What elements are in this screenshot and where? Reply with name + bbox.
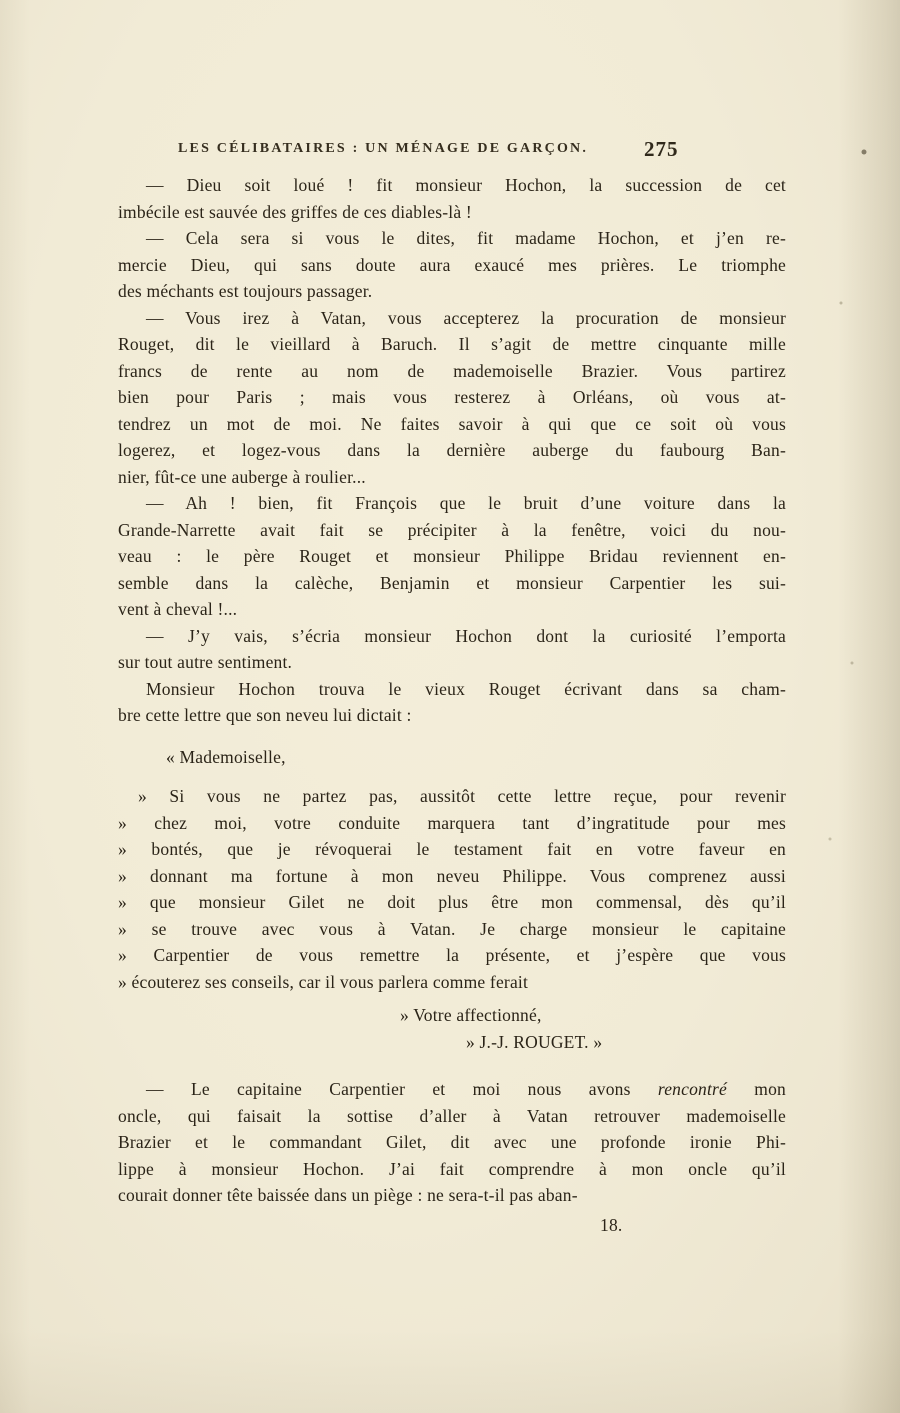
letter-closing: [118, 1002, 786, 1029]
text-line: bre cette lettre que son neveu lui dictait :: [118, 705, 412, 725]
text-line: » J.-J. ROUGET. »: [466, 1031, 603, 1052]
text-line: Rouget, dit le vieillard à Baruch. Il s’agit de mettre cinquante mille: [118, 334, 786, 354]
text-line: » donnant ma fortune à mon neveu Philippe. Vous comprenez aussi: [118, 865, 786, 886]
text-line: » que monsieur Gilet ne doit plus être mon commensal, dès qu’il: [118, 892, 786, 912]
text-line: des méchants est toujours passager.: [118, 281, 373, 301]
text-line: nier, fût-ce une auberge à roulier...: [118, 466, 366, 487]
dialogue-paragraph: [118, 490, 786, 623]
running-title: LES CÉLIBATAIRES : UN MÉNAGE DE GARÇON.: [178, 141, 589, 156]
text-line: Brazier et le commandant Gilet, dit avec une profonde ironie Phi-: [118, 1132, 786, 1152]
text-line: veau : le père Rouget et monsieur Philippe Bridau reviennent en-: [118, 546, 786, 566]
text-line: » Carpentier de vous remettre la présente, et j’espère que vous: [118, 945, 786, 965]
dialogue-paragraph: [118, 172, 786, 225]
text-line: Monsieur Hochon trouva le vieux Rouget écrivant dans sa cham-: [146, 678, 786, 699]
text-line: — J’y vais, s’écria monsieur Hochon dont la curiosité l’emporta: [146, 625, 786, 646]
text-line: — Vous irez à Vatan, vous accepterez la procuration de monsieur: [146, 307, 786, 328]
letter-signature: [118, 1029, 786, 1056]
text-line: — Dieu soit loué ! fit monsieur Hochon, la succession de cet: [146, 175, 786, 195]
text-line: courait donner tête baissée dans un piège : ne sera-t-il pas aban-: [118, 1185, 578, 1205]
narration-paragraph: [118, 676, 786, 729]
text-line: bien pour Paris ; mais vous resterez à Orléans, où vous at-: [118, 387, 786, 407]
text-line: lippe à monsieur Hochon. J’ai fait comprendre à mon oncle qu’il: [118, 1158, 786, 1179]
text-line: » Si vous ne partez pas, aussitôt cette lettre reçue, pour revenir: [138, 786, 786, 806]
text-line: logerez, et logez-vous dans la dernière auberge du faubourg Ban-: [118, 440, 786, 460]
text-line: francs de rente au nom de mademoiselle Brazier. Vous partirez: [118, 360, 786, 381]
text-line: vent à cheval !...: [118, 599, 238, 619]
text-block: [118, 172, 786, 1238]
text-line: « Mademoiselle,: [166, 746, 286, 767]
letter-salutation: [118, 744, 786, 771]
text-line: sur tout autre sentiment.: [118, 652, 293, 672]
text-line: » écouterez ses conseils, car il vous parlera comme ferait: [118, 971, 529, 992]
text-line: oncle, qui faisait la sottise d’aller à Vatan retrouver mademoiselle: [118, 1105, 786, 1126]
signature-mark: 18.: [600, 1214, 623, 1235]
dialogue-paragraph: [118, 225, 786, 305]
text-line: — Cela sera si vous le dites, fit madame Hochon, et j’en re-: [146, 228, 786, 248]
dialogue-paragraph: [118, 1076, 786, 1209]
running-header: [118, 137, 786, 165]
text-line: — Ah ! bien, fit François que le bruit d’une voiture dans la: [146, 493, 786, 513]
text-line: imbécile est sauvée des griffes de ces diables-là !: [118, 201, 472, 222]
text-line: » se trouve avec vous à Vatan. Je charge monsieur le capitaine: [118, 918, 786, 939]
text-line: mercie Dieu, qui sans doute aura exaucé mes prières. Le triomphe: [118, 254, 786, 275]
paper-specks: [0, 0, 2, 2]
text-line: » bontés, que je révoquerai le testament fait en votre faveur en: [118, 839, 786, 859]
text-line: » Votre affectionné,: [400, 1005, 542, 1025]
dialogue-paragraph: [118, 623, 786, 676]
page-number: 275: [644, 137, 679, 161]
letter-body: [118, 783, 786, 995]
dialogue-paragraph: [118, 305, 786, 491]
text-line: semble dans la calèche, Benjamin et monsieur Carpentier les sui-: [118, 572, 786, 593]
text-line: » chez moi, votre conduite marquera tant d’ingratitude pour mes: [118, 812, 786, 833]
text-line: tendrez un mot de moi. Ne faites savoir à qui que ce soit où vous: [118, 413, 786, 434]
text-line: Grande-Narrette avait fait se précipiter à la fenêtre, voici du nou-: [118, 519, 786, 540]
text-line: — Le capitaine Carpentier et moi nous avons rencontré mon: [146, 1079, 786, 1099]
